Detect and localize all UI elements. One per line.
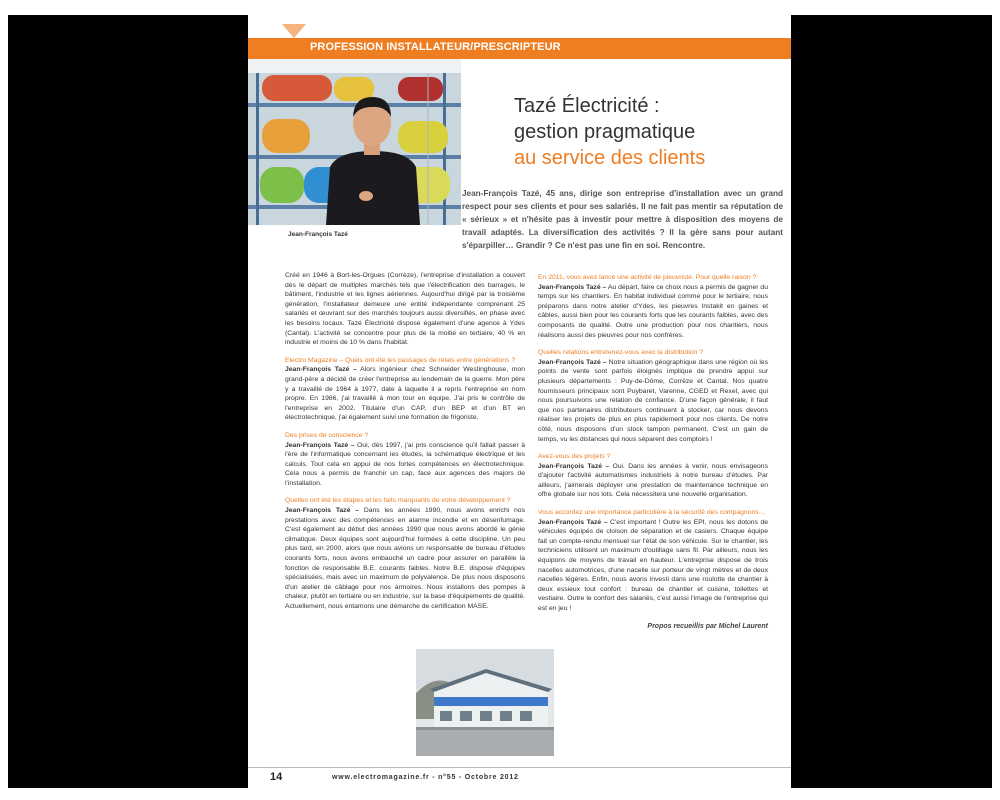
title-line-2: gestion pragmatique (514, 121, 696, 143)
speaker-name: Jean-François Tazé – (285, 507, 360, 515)
speaker-name: Jean-François Tazé – (538, 518, 608, 526)
answer-3-text: Dans les années 1990, nous avons enrichi nos prestations avec des compétences en alarme incendie et en désenfumage. C'est également au début des années 1990 que nous avons abordé le génie climatique. Deux équipes sont aujourd'hui formées à cette discipline. Un peu plus tard, en 2000, alors que nous avions un responsable de bureau d'études courants forts, nous avons embauché un cadre pour assurer en parallèle la fonction de responsable B.E. courants faibles. Notre B.E. dispose d'équipes spécialisées, mais avec un maximum de polyvalence. De plus nous disposons d'un atelier de câblage pour nos armoires. Nous installons des pompes à chaleur, plutôt en tertiaire ou en industrie, sur la base d'équipements de qualité. Actuellement, nous entamons une démarche de certification MASE. (285, 507, 525, 610)
answer-6 (538, 462, 768, 500)
speaker-name: Jean-François Tazé – (285, 366, 357, 374)
footer-rule (248, 767, 791, 768)
article-title (514, 93, 705, 171)
question-4: En 2011, vous avez lancé une activité de pieuvriste. Pour quelle raison ? (538, 274, 757, 281)
question-5: Quelles relations entretenez-vous avec la distribution ? (538, 349, 704, 357)
building-photo (416, 649, 554, 756)
rubric-triangle-icon (282, 24, 306, 38)
portrait-illustration (248, 59, 461, 225)
answer-6-text: Oui. Dans les années à venir, nous envisageons d'ajouter l'activité automatismes industriels à notre bureau d'études. Par ailleurs, j'aimerais déployer une prestation de maintenance technique en offre globale sur nos lots. Cela nécessitera une nouvelle organisation. (538, 462, 768, 499)
question-7: Vous accordez une importance particulière à la sécurité des compagnons… (538, 509, 766, 517)
answer-2-text: Oui, dès 1997, j'ai pris conscience qu'il fallait passer à l'ère de l'informatique concernant les études, la schématique électrique et les calculs. Tout cela en appui de nos fortes compétences en électrotechnique. Cela nous a permis de franchir un cap, face aux agences des majors de l'installation. (285, 441, 526, 487)
portrait-photo (248, 59, 461, 225)
speaker-name: Jean-François Tazé – (538, 462, 610, 470)
answer-4 (538, 283, 768, 341)
magazine-page (248, 15, 791, 788)
question-3: Quelles ont été les étapes et les faits marquants de votre développement ? (285, 497, 511, 505)
building-illustration (416, 649, 554, 756)
answer-2 (285, 441, 525, 489)
page-number: 14 (270, 771, 283, 783)
answer-4-text: Au départ, faire ce choix nous a permis de gagner du temps sur les chantiers. En habitat individuel comme pour le tertiaire, nous préparons dans notre atelier d'Ydes, les pieuvres Instakit en gaines et câbles, aussi bien pour les courants forts que les courants faibles, avec des composants de qualité. Outre une production pour nos chantiers, nous réalisons aussi des pieuvres pour nos confrères. (538, 283, 768, 339)
question-2: Des prises de conscience ? (285, 431, 369, 439)
answer-5 (538, 358, 768, 444)
footer-text: www.electromagazine.fr - n°55 - Octobre 2012 (332, 774, 519, 781)
rubric-band (248, 38, 791, 59)
answer-5-text: Notre situation géographique dans une région où les points de vente sont parfois éloignés implique de prendre appui sur plusieurs départements : Puy-de-Dôme, Corrèze et Cantal. Nos quatre fournisseurs principaux sont Puybaret, Varenne, CGED et Rexel, avec qui nous poursuivons une relation de confiance. D'une façon générale, il faut que nos partenaires distributeurs continuent à stocker, car nous devons réaliser les projets de plus en plus rapidement pour nos clients. De notre côté, nous disposons d'un stock tampon permanent. C'est un gain de temps, vu les distances qui nous séparent des comptoirs ! (538, 358, 769, 443)
title-line-3: au service des clients (514, 147, 706, 169)
answer-1-text: Alors ingénieur chez Schneider Westinghouse, mon grand-père a décidé de créer l'entreprise au lendemain de la guerre. Mon père y a travaillé de 1964 à 1977, date à laquelle il a repris l'entreprise en nom propre. En 1986, j'ai travaillé à mon tour en équipe. J'ai pris le contrôle de l'entreprise en 2002. Titulaire d'un CAP, d'un BEP et d'un BT en électrotechnique, j'ai également suivi une formation de frigoriste. (285, 366, 525, 422)
answer-7 (538, 518, 768, 614)
column-right (538, 273, 768, 631)
column-left (285, 271, 525, 620)
speaker-name: Jean-François Tazé – (285, 441, 355, 449)
photo-caption: Jean-François Tazé (288, 231, 348, 238)
answer-3 (285, 506, 525, 612)
lead-paragraph: Jean-François Tazé, 45 ans, dirige son entreprise d'installation avec un grand respect pour ses clients et pour ses salariés. Il ne fait pas mentir sa réputation de « sérieux » et n'hésite pas à investir pour mettre à disposition des moyens de travail adaptés. La diversification des activités ? Il la gère sans pour autant s'éparpiller… Grandir ? Ce n'est pas une fin en soi. Rencontre. (462, 189, 783, 250)
question-1: Electro Magazine – Quels ont été les passages de relais entre générations ? (285, 356, 516, 364)
title-line-1: Tazé Électricité : (514, 95, 660, 117)
speaker-name: Jean-François Tazé – (538, 283, 607, 291)
answer-1 (285, 365, 525, 423)
rubric-label: PROFESSION INSTALLATEUR/PRESCRIPTEUR (310, 41, 561, 53)
intro-paragraph: Créé en 1946 à Bort-les-Orgues (Corrèze), l'entreprise d'installation a couvert dès le départ de multiples marchés tels que l'électrification des barrages, le bâtiment, l'industrie et les lignes aériennes. Aujourd'hui dirigé par la troisième génération, l'installateur demeure une entité indépendante comprenant 25 salariés et œuvrant sur des marchés toujours aussi diversifiés, en phase avec les besoins locaux. Tazé Électricité dispose également d'une agence à Ydes (Cantal). L'activité se concentre pour plus de la moitié en tertiaire, 40 % en industrie et moins de 10 % dans l'habitat. (285, 272, 525, 347)
question-6: Avez-vous des projets ? (538, 453, 611, 461)
speaker-name: Jean-François Tazé – (538, 358, 607, 366)
signature: Propos recueillis par Michel Laurent (647, 622, 768, 630)
answer-7-text: C'est important ! Outre les EPI, nous les dotons de véhicules équipés de cloison de séparation et de casiers. Chaque équipe fait un compte-rendu mensuel sur l'état de son véhicule. Sur le chantier, les techniciens utilisent un maximum d'outillage sans fil. Par ailleurs, nous les équipons de moyens de travail en hauteur. L'entreprise dispose de trois nacelles automotrices, d'une nacelle sur porteur de vingt mètres et de deux nacelles légères. Enfin, nous avons investi dans une roulotte de chantier à deux essieux tout confort : bureau de chantier et cuisine, toilettes et vestiaire. Outre le confort des salariés, c'est aussi l'image de l'entreprise qui est en jeu ! (538, 518, 769, 612)
